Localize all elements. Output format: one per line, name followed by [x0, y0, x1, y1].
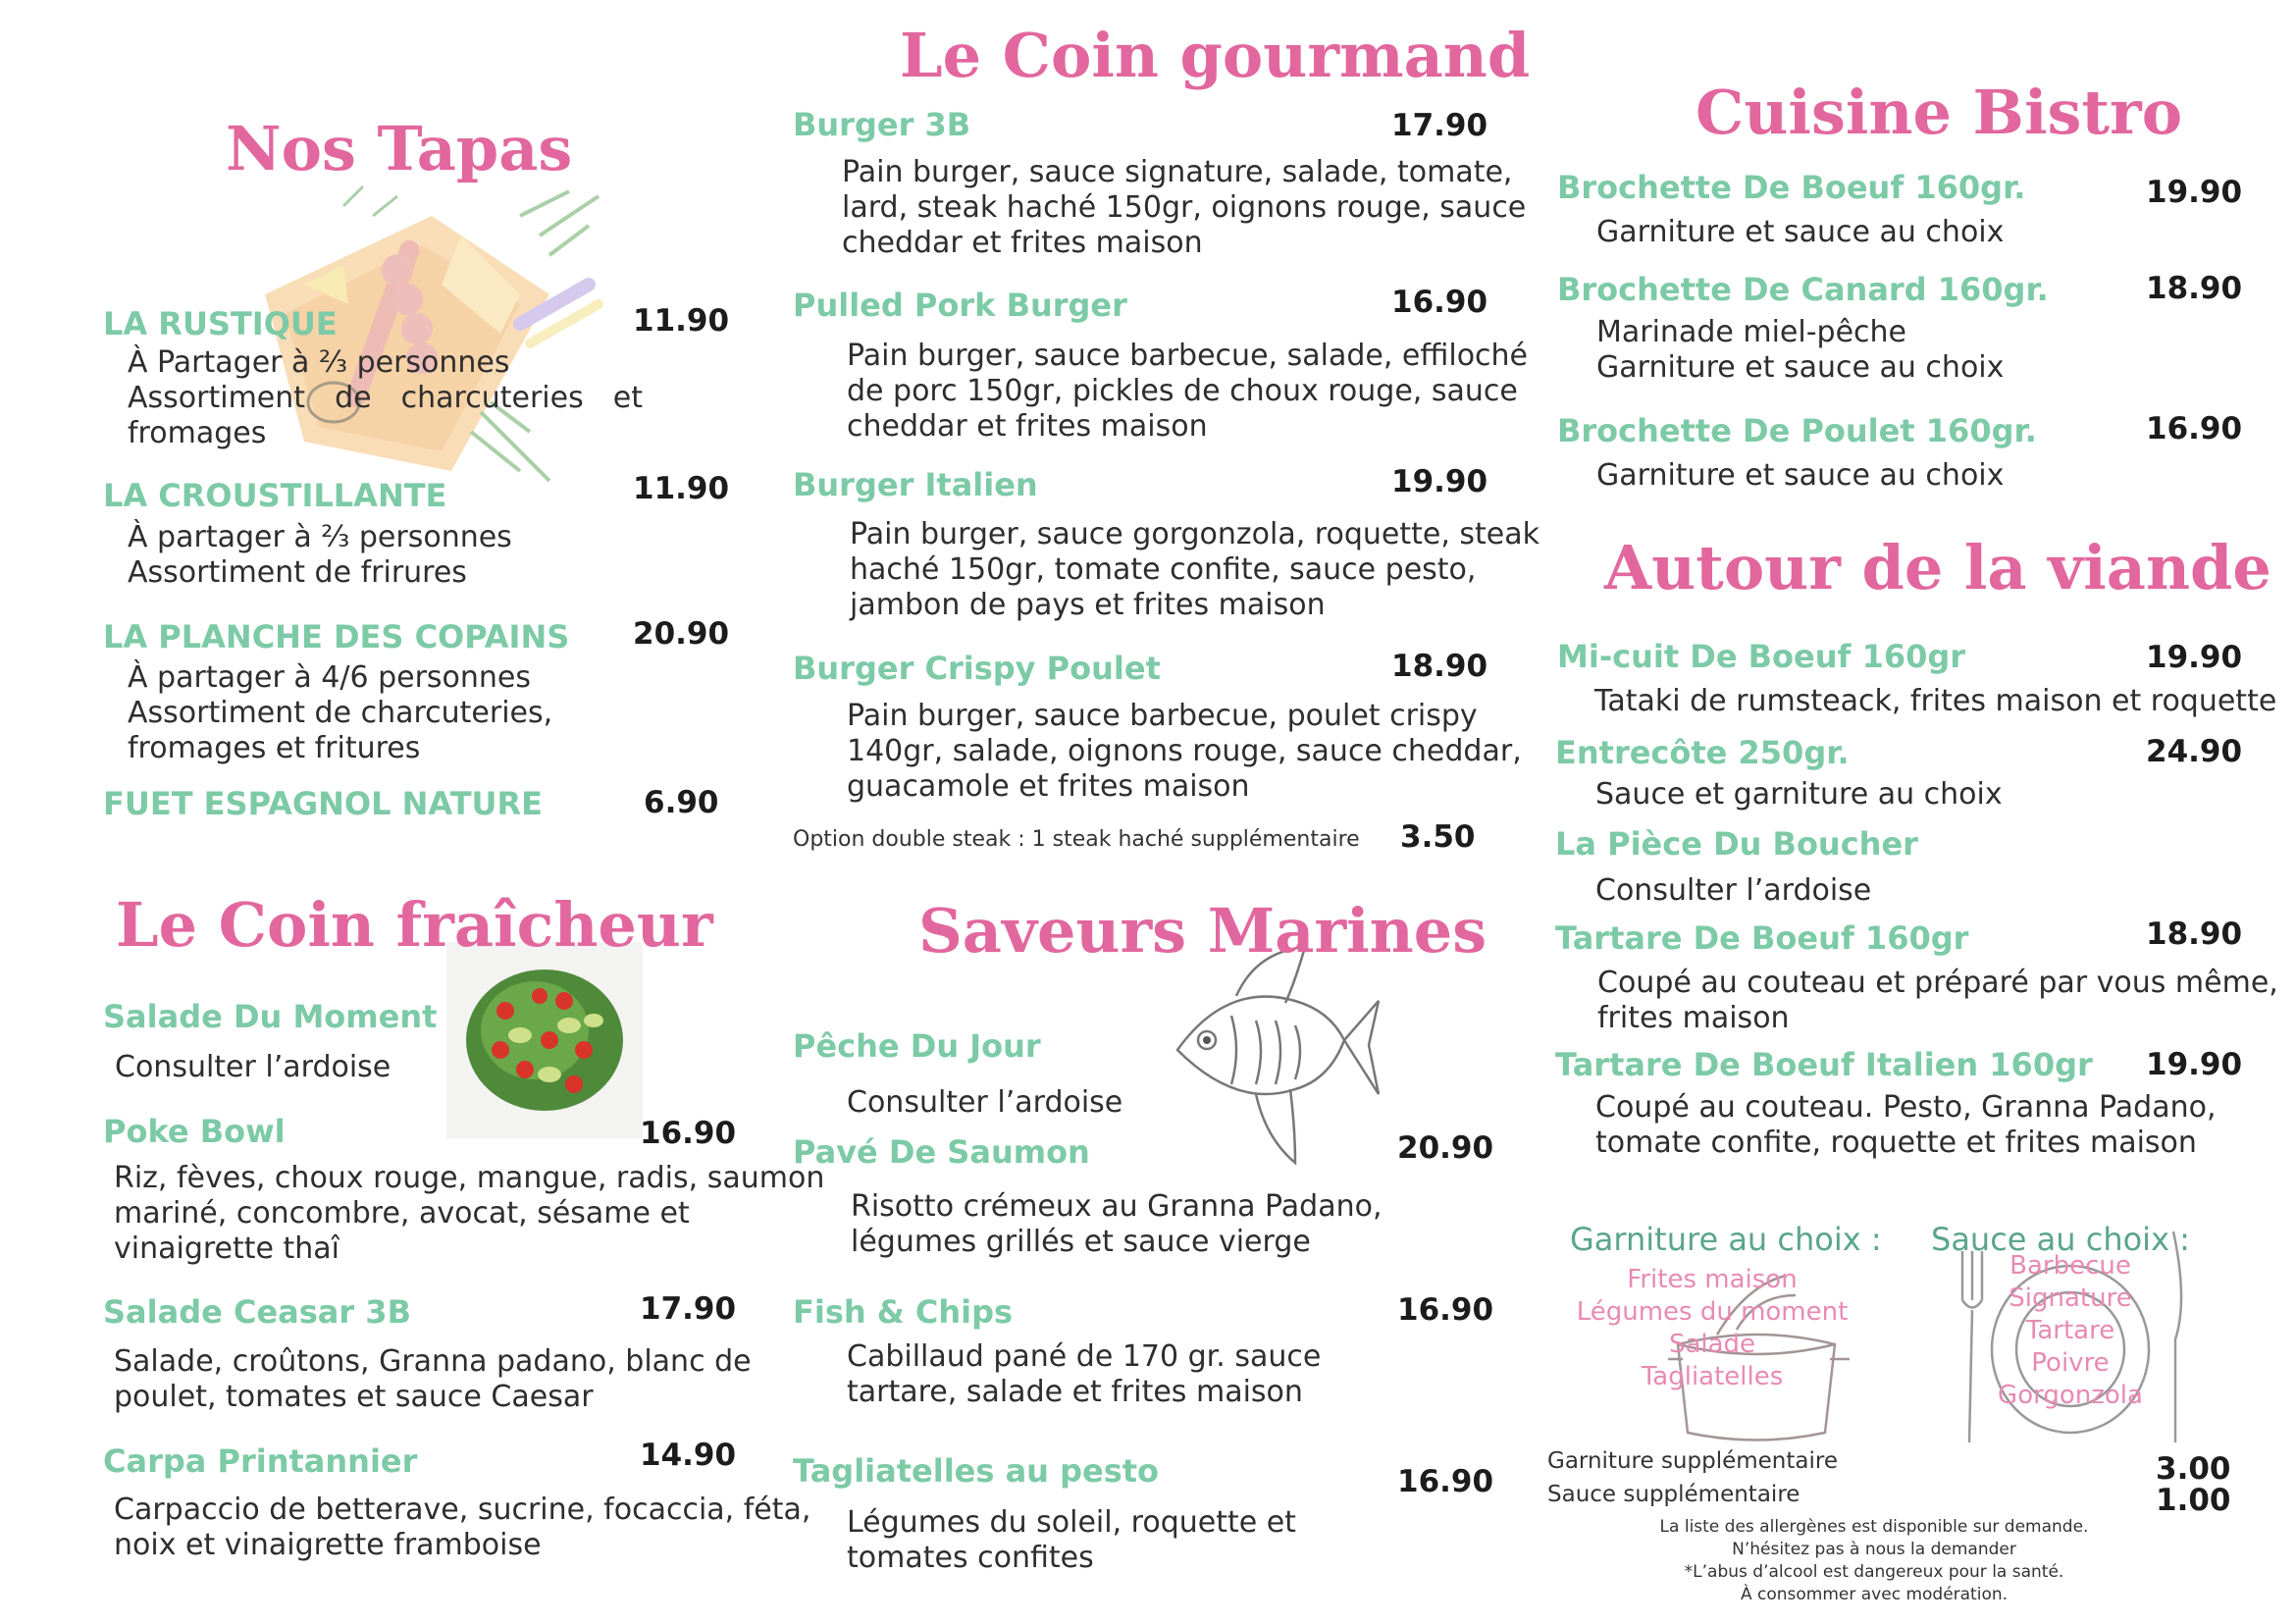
menu-item-price: 19.90 [2146, 175, 2243, 210]
sauce-options: Barbecue Signature Tartare Poivre Gorgonzola [1998, 1251, 2143, 1410]
menu-item-price: 16.90 [2146, 411, 2243, 446]
menu-item-name: Entrecôte 250gr. [1555, 734, 1850, 771]
menu-item-price: 11.90 [633, 471, 730, 506]
garniture-options: Frites maison Légumes du moment Salade Tagliatelles [1576, 1265, 1849, 1391]
menu-item-name: Salade Ceasar 3B [103, 1293, 411, 1331]
menu-item-name: LA CROUSTILLANTE [103, 477, 447, 514]
menu-item-name: Mi-cuit De Boeuf 160gr [1557, 638, 1966, 675]
menu-item-description: À partager à 4/6 personnes Assortiment de charcuteries, fromages et fritures [128, 660, 553, 765]
menu-item-name: Tartare De Boeuf Italien 160gr [1555, 1046, 2093, 1083]
supplement-label: Garniture supplémentaire [1547, 1448, 1838, 1474]
menu-item-description: Garniture et sauce au choix [1596, 458, 2005, 493]
menu-item-description: Pain burger, sauce barbecue, salade, effiloché de porc 150gr, pickles de choux rouge, sauce cheddar et frites maison [847, 339, 1529, 444]
fish-sketch [1168, 942, 1383, 1168]
menu-item-description: Risotto crémeux au Granna Padano, légumes grillés et sauce vierge [851, 1189, 1383, 1259]
menu-item-name: Tagliatelles au pesto [793, 1452, 1160, 1490]
garniture-title: Garniture au choix : [1570, 1221, 1882, 1258]
menu-item-name: LA RUSTIQUE [103, 305, 338, 342]
menu-item-price: 19.90 [1391, 464, 1488, 499]
menu-item-name: Pêche Du Jour [793, 1027, 1041, 1065]
menu-item-description: Tataki de rumsteack, frites maison et roquette [1594, 684, 2277, 718]
menu-item-price: 18.90 [1391, 649, 1488, 684]
menu-item-price: 14.90 [640, 1438, 737, 1473]
menu-item-price: 11.90 [633, 303, 730, 339]
menu-item-name: Pulled Pork Burger [793, 287, 1127, 324]
menu-item-name: Burger Italien [793, 466, 1038, 503]
salad-photo [446, 942, 643, 1138]
menu-item-description: Coupé au couteau. Pesto, Granna Padano, tomate confite, roquette et frites maison [1595, 1090, 2217, 1160]
menu-item-name: Burger 3B [793, 106, 971, 143]
menu-item-description: Salade, croûtons, Granna padano, blanc de poulet, tomates et sauce Caesar [114, 1344, 752, 1414]
menu-item-name: Brochette De Boeuf 160gr. [1557, 169, 2026, 206]
menu-item-description: Consulter l’ardoise [115, 1050, 391, 1084]
fraicheur-title: Le Coin fraîcheur [116, 889, 713, 961]
menu-item-name: Tartare De Boeuf 160gr [1555, 919, 1969, 957]
menu-item-description: Pain burger, sauce signature, salade, tomate, lard, steak haché 150gr, oignons rouge, sauce cheddar et frites maison [842, 155, 1527, 260]
menu-item-price: 6.90 [644, 785, 719, 820]
menu-item-description: Sauce et garniture au choix [1595, 777, 2003, 812]
menu-item-price: 16.90 [640, 1116, 737, 1151]
menu-item-description: Consulter l’ardoise [1595, 873, 1872, 908]
menu-item-name: Salade Du Moment [103, 998, 438, 1035]
menu-item-price: 19.90 [2146, 1047, 2243, 1082]
menu-item-name: LA PLANCHE DES COPAINS [103, 618, 570, 655]
sauce-title: Sauce au choix : [1931, 1221, 2190, 1258]
supplement-price: 1.00 [2156, 1483, 2231, 1518]
menu-item-price: 18.90 [2146, 271, 2243, 306]
menu-item-price: 16.90 [1391, 285, 1488, 320]
menu-item-name: Brochette De Poulet 160gr. [1557, 412, 2037, 449]
menu-item-description: Légumes du soleil, roquette et tomates confites [847, 1505, 1296, 1575]
menu-item-name: Pavé De Saumon [793, 1133, 1090, 1171]
menu-item-description: Coupé au couteau et préparé par vous même, frites maison [1597, 966, 2278, 1035]
bistro-title: Cuisine Bistro [1696, 77, 2183, 148]
option-double-steak-price: 3.50 [1400, 819, 1476, 855]
menu-item-price: 20.90 [633, 616, 730, 652]
supplement-label: Sauce supplémentaire [1547, 1482, 1800, 1507]
menu-item-description: Cabillaud pané de 170 gr. sauce tartare, salade et frites maison [847, 1339, 1322, 1409]
supplement-price: 3.00 [2156, 1451, 2231, 1487]
menu-item-name: FUET ESPAGNOL NATURE [103, 785, 544, 822]
menu-item-price: 19.90 [2146, 640, 2243, 675]
menu-item-name: La Pièce Du Boucher [1555, 825, 1918, 863]
menu-item-description: À partager à ⅔ personnes Assortiment de frirures [128, 520, 512, 590]
menu-item-price: 17.90 [1391, 108, 1488, 143]
menu-item-description: Riz, fèves, choux rouge, mangue, radis, saumon mariné, concombre, avocat, sésame et vinaigrette thaî [114, 1161, 825, 1266]
menu-item-name: Brochette De Canard 160gr. [1557, 271, 2049, 308]
menu-item-description: Garniture et sauce au choix [1596, 215, 2005, 249]
footnotes: La liste des allergènes est disponible sur demande. N’hésitez pas à nous la demander *L’abus d’alcool est dangereux pour la santé. À consommer avec modération. [1659, 1517, 2089, 1604]
menu-item-description: Consulter l’ardoise [847, 1085, 1123, 1120]
menu-item-description: Marinade miel-pêche Garniture et sauce au choix [1596, 315, 2005, 385]
menu-item-name: Poke Bowl [103, 1113, 286, 1150]
menu-item-description: Carpaccio de betterave, sucrine, focaccia, féta, noix et vinaigrette framboise [114, 1493, 811, 1562]
menu-item-price: 18.90 [2146, 917, 2243, 952]
option-double-steak: Option double steak : 1 steak haché supplémentaire [793, 827, 1360, 852]
menu-item-price: 20.90 [1397, 1130, 1494, 1166]
menu-item-description: À Partager à ⅔ personnes Assortiment de charcuteries et fromages [128, 345, 643, 450]
menu-item-name: Fish & Chips [793, 1293, 1014, 1331]
menu-item-price: 17.90 [640, 1291, 737, 1327]
tapas-title: Nos Tapas [226, 113, 573, 184]
menu-item-name: Carpa Printannier [103, 1442, 418, 1480]
viande-title: Autour de la viande [1604, 532, 2271, 603]
menu-item-description: Pain burger, sauce barbecue, poulet crispy 140gr, salade, oignons rouge, sauce cheddar, guacamole et frites maison [847, 699, 1522, 804]
menu-item-price: 16.90 [1397, 1464, 1494, 1499]
menu-item-description: Pain burger, sauce gorgonzola, roquette, steak haché 150gr, tomate confite, sauce pesto, jambon de pays et frites maison [850, 517, 1540, 622]
gourmand-title: Le Coin gourmand [900, 20, 1531, 91]
marines-title: Saveurs Marines [918, 895, 1487, 967]
menu-item-price: 24.90 [2146, 734, 2243, 769]
menu-item-price: 16.90 [1397, 1292, 1494, 1328]
menu-item-name: Burger Crispy Poulet [793, 650, 1161, 687]
